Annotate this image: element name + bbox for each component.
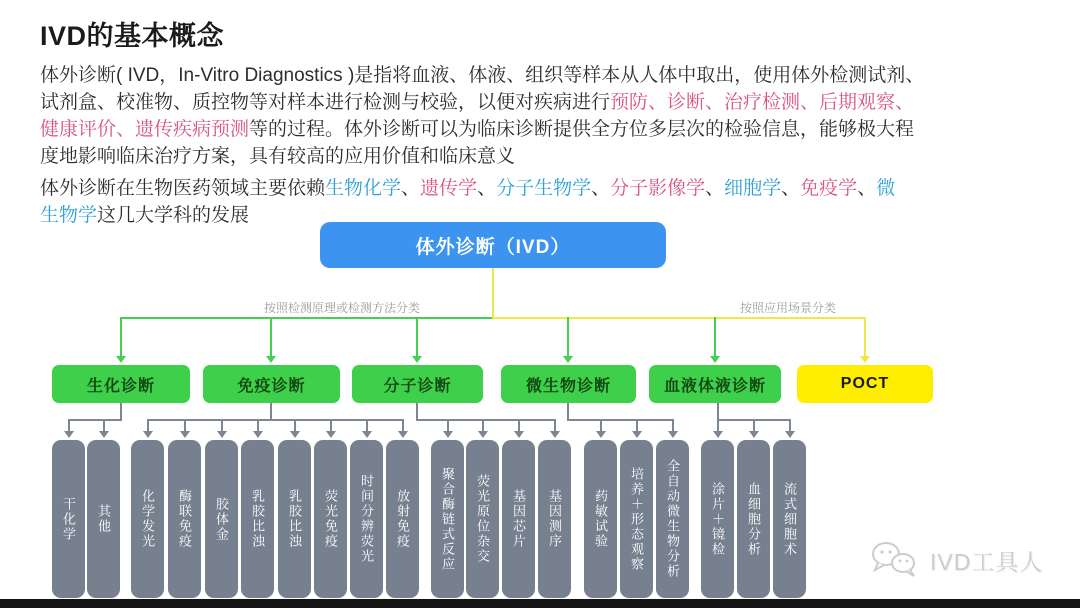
leaf-node: 乳胶比浊 — [278, 440, 311, 598]
text-line — [40, 89, 924, 116]
arrow-down-icon — [749, 431, 759, 438]
leaf-node: 胶体金 — [205, 440, 238, 598]
leaf-node: 其他 — [87, 440, 120, 598]
text-segment-highlight-pink: 预防、诊断、治疗检测、后期观察、 — [610, 92, 915, 113]
connector-drop — [270, 317, 272, 357]
connector-main-left — [120, 317, 493, 319]
text-line — [40, 175, 895, 202]
arrow-down-icon — [710, 356, 720, 363]
connector-bar — [567, 419, 674, 421]
text-segment: 等的过程。体外诊断可以为临床诊断提供全方位多层次的检验信息，能够极大程 — [249, 119, 915, 140]
node-molecular-diagnosis: 分子诊断 — [352, 365, 483, 403]
wechat-chat-bubbles-icon — [870, 540, 922, 580]
branch-label-by-method: 按照检测原理或检测方法分类 — [264, 301, 421, 315]
text-segment-highlight-blue: 生物化学 — [325, 178, 402, 199]
watermark-text: IVD工具人 — [930, 548, 1044, 575]
arrow-down-icon — [266, 356, 276, 363]
text-segment-highlight-pink: 分子影像学 — [610, 178, 706, 199]
arrow-down-icon — [563, 356, 573, 363]
text-segment-highlight-pink: 健康评价、遗传疾病预测 — [40, 119, 250, 140]
arrow-down-icon — [632, 431, 642, 438]
text-segment-highlight-blue: 生物学 — [40, 205, 98, 226]
leaf-node: 聚合酶链式反应 — [431, 440, 464, 598]
text-segment: 体外诊断在生物医药领域主要依赖 — [40, 178, 326, 199]
arrow-down-icon — [362, 431, 372, 438]
leaf-node: 血细胞分析 — [737, 440, 770, 598]
connector-main-right — [492, 317, 866, 319]
node-poct: POCT — [797, 365, 933, 403]
intro-paragraph-1 — [40, 62, 924, 170]
text-line — [40, 62, 924, 89]
leaf-node: 放射免疫 — [386, 440, 419, 598]
arrow-down-icon — [326, 431, 336, 438]
text-line — [40, 116, 924, 143]
node-biochemical-diagnosis: 生化诊断 — [52, 365, 190, 403]
leaf-node: 全自动微生物分析 — [656, 440, 689, 598]
arrow-down-icon — [668, 431, 678, 438]
arrow-down-icon — [860, 356, 870, 363]
arrow-down-icon — [253, 431, 263, 438]
leaf-node: 干化学 — [52, 440, 85, 598]
arrow-down-icon — [596, 431, 606, 438]
connector-bar — [416, 419, 556, 421]
arrow-down-icon — [116, 356, 126, 363]
node-microbial-diagnosis: 微生物诊断 — [501, 365, 636, 403]
text-segment: 、 — [781, 178, 801, 199]
leaf-node: 培养＋形态观察 — [620, 440, 653, 598]
arrow-down-icon — [99, 431, 109, 438]
text-segment-highlight-blue: 微 — [876, 178, 896, 199]
page-title: IVD的基本概念 — [40, 21, 225, 51]
text-line — [40, 143, 924, 170]
bottom-bar — [0, 599, 1080, 608]
arrow-down-icon — [398, 431, 408, 438]
arrow-down-icon — [514, 431, 524, 438]
connector-root-stem — [492, 268, 494, 318]
text-segment-highlight-pink: 遗传学 — [420, 178, 478, 199]
arrow-down-icon — [64, 431, 74, 438]
node-immunodiagnosis: 免疫诊断 — [203, 365, 340, 403]
arrow-down-icon — [443, 431, 453, 438]
leaf-node: 荧光免疫 — [314, 440, 347, 598]
leaf-node: 时间分辨荧光 — [350, 440, 383, 598]
text-segment: 、 — [401, 178, 421, 199]
text-segment: 、 — [477, 178, 497, 199]
text-segment: 度地影响临床治疗方案，具有较高的应用价值和临床意义 — [40, 146, 516, 167]
arrow-down-icon — [412, 356, 422, 363]
leaf-node: 流式细胞术 — [773, 440, 806, 598]
branch-label-by-scenario: 按照应用场景分类 — [740, 301, 837, 315]
text-segment: 试剂盒、校准物、质控物等对样本进行检测与校验，以便对疾病进行 — [40, 92, 611, 113]
connector-drop — [416, 317, 418, 357]
leaf-node: 荧光原位杂交 — [466, 440, 499, 598]
leaf-node: 基因测序 — [538, 440, 571, 598]
text-segment: 体外诊断( IVD，In-Vitro Diagnostics )是指将血液、体液、组织等样本从人体中取出，使用体外检测试剂、 — [40, 65, 925, 86]
leaf-node: 药敏试验 — [584, 440, 617, 598]
text-segment-highlight-blue: 分子生物学 — [496, 178, 592, 199]
text-segment: 、 — [705, 178, 725, 199]
text-segment-highlight-blue: 细胞学 — [724, 178, 782, 199]
connector-bar — [68, 419, 122, 421]
connector-drop — [864, 317, 866, 357]
connector-drop — [567, 317, 569, 357]
text-segment: 这几大学科的发展 — [97, 205, 250, 226]
arrow-down-icon — [180, 431, 190, 438]
arrow-down-icon — [478, 431, 488, 438]
arrow-down-icon — [290, 431, 300, 438]
leaf-node: 涂片＋镜检 — [701, 440, 734, 598]
intro-paragraph-2 — [40, 175, 895, 229]
arrow-down-icon — [550, 431, 560, 438]
arrow-down-icon — [143, 431, 153, 438]
connector-drop — [120, 317, 122, 357]
arrow-down-icon — [785, 431, 795, 438]
text-segment: 、 — [591, 178, 611, 199]
text-segment-highlight-pink: 免疫学 — [800, 178, 858, 199]
leaf-node: 酶联免疫 — [168, 440, 201, 598]
leaf-node: 乳胶比浊 — [241, 440, 274, 598]
leaf-node: 基因芯片 — [502, 440, 535, 598]
node-ivd-root: 体外诊断（IVD） — [320, 222, 666, 268]
arrow-down-icon — [713, 431, 723, 438]
text-segment: 、 — [857, 178, 877, 199]
leaf-node: 化学发光 — [131, 440, 164, 598]
connector-drop — [714, 317, 716, 357]
node-blood-body-fluid-diagnosis: 血液体液诊断 — [649, 365, 781, 403]
arrow-down-icon — [217, 431, 227, 438]
watermark — [870, 540, 1043, 580]
